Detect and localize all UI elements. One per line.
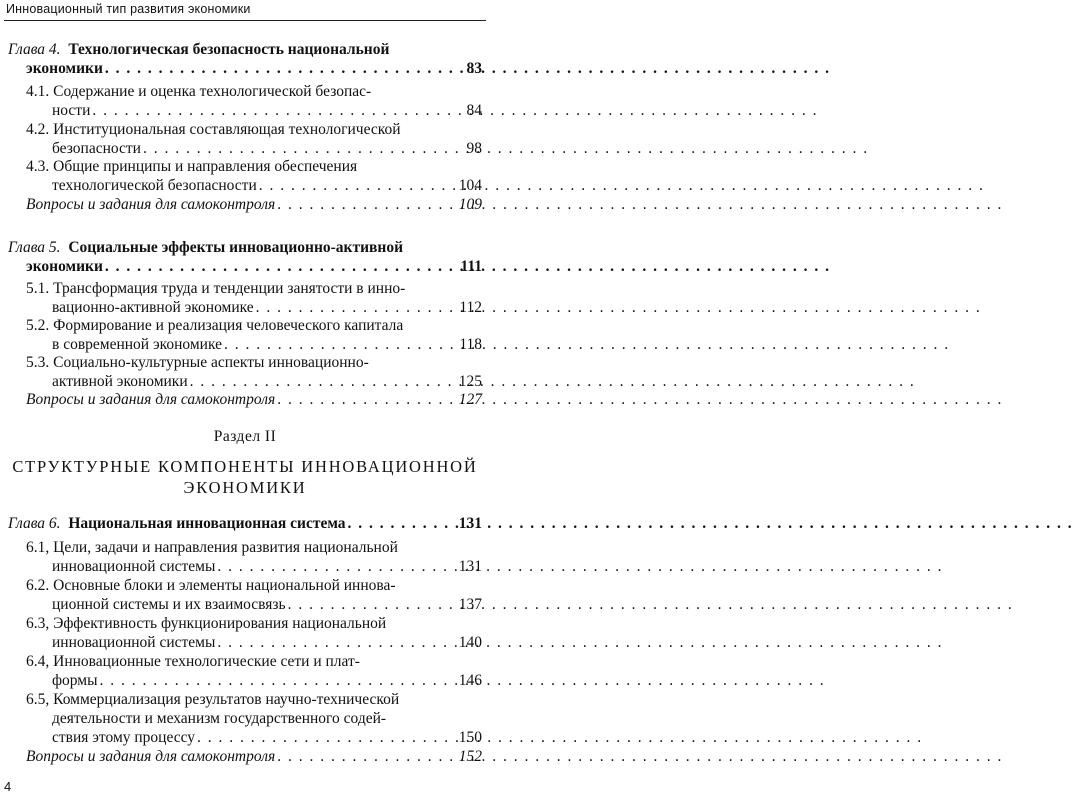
chapter-5-entry[interactable] (26, 257, 482, 277)
review-questions-label: Вопросы и задания для самоконтроля (26, 196, 276, 213)
chapter-5-title-line-1 (8, 238, 403, 258)
section-5-2-line-1: 5.2. Формирование и реализация человеческого капитала (26, 317, 404, 334)
section-4-3-line-1: 4.3. Общие принципы и направления обеспечения (26, 158, 358, 175)
section-6-1-line-2: инновационной системы (52, 558, 216, 575)
chapter-4-title-part-1: Технологическая безопасность национальной (68, 41, 390, 58)
leader-dots (143, 139, 465, 159)
section-4-3-page: 104 (458, 177, 482, 194)
section-5-3-line-2: активной экономики (52, 373, 188, 390)
section-5-2-entry[interactable] (52, 335, 482, 355)
review-questions-page: 152 (458, 748, 482, 765)
section-4-3-line-2: технологической безопасности (52, 177, 257, 194)
section-6-1-entry[interactable] (52, 557, 482, 577)
section-4-1-line-2: ности (52, 102, 91, 119)
chapter-6-review-questions[interactable] (26, 747, 482, 767)
section-4-2-page: 98 (466, 140, 482, 157)
section-6-4-page: 146 (458, 672, 482, 689)
chapter-5-review-questions[interactable] (26, 390, 482, 410)
section-4-3-entry[interactable] (52, 176, 482, 196)
section-6-5-line-2: деятельности и механизм государственного содей- (52, 710, 387, 727)
leader-dots (217, 557, 456, 577)
leader-dots (277, 195, 457, 215)
section-4-1-entry[interactable] (52, 101, 482, 121)
chapter-5-title-part-1: Социальные эффекты инновационно-активной (68, 239, 404, 256)
section-6-5-page: 150 (458, 729, 482, 746)
leader-dots (256, 298, 458, 318)
header-rule (4, 20, 486, 21)
chapter-4-entry[interactable] (26, 59, 482, 79)
chapter-6-title: Национальная инновационная система (68, 515, 346, 532)
leader-dots (100, 671, 457, 691)
chapter-5-label: Глава 5. (8, 239, 61, 256)
section-6-4-entry[interactable] (52, 671, 482, 691)
chapter-5-title-part-2: экономики (26, 258, 103, 275)
section-6-1-line-1: 6.1, Цели, задачи и направления развития национальной (26, 539, 398, 556)
chapter-6-page: 131 (458, 515, 482, 532)
section-6-3-page: 140 (458, 634, 482, 651)
section-6-2-entry[interactable] (52, 595, 482, 615)
leader-dots (190, 372, 457, 392)
leader-dots (259, 176, 457, 196)
leader-dots (224, 335, 457, 355)
section-6-4-line-2: формы (52, 672, 98, 689)
section-6-3-line-1: 6.3, Эффективность функционирования национальной (26, 615, 387, 632)
section-4-1-line-1: 4.1. Содержание и оценка технологической безопас- (26, 83, 372, 100)
section-4-2-line-1: 4.2. Институциональная составляющая технологической (26, 121, 401, 138)
review-questions-page: 127 (458, 391, 482, 408)
section-5-1-entry[interactable] (52, 298, 482, 318)
leader-dots (217, 633, 456, 653)
section-6-3-entry[interactable] (52, 633, 482, 653)
chapter-5-page: 111 (460, 258, 482, 275)
section-6-2-line-1: 6.2. Основные блоки и элементы национальной иннова- (26, 577, 396, 594)
chapter-4-review-questions[interactable] (26, 195, 482, 215)
chapter-4-page: 83 (466, 60, 482, 77)
section-6-5-line-1: 6.5, Коммерциализация результатов научно-технической (26, 691, 400, 708)
review-questions-page: 109 (458, 196, 482, 213)
part-title-line-2: ЭКОНОМИКИ (183, 478, 307, 497)
section-5-1-line-2: вационно-активной экономике (52, 299, 254, 316)
section-6-4-line-1: 6.4, Инновационные технологические сети и плат- (26, 653, 360, 670)
chapter-4-title-part-2: экономики (26, 60, 103, 77)
leader-dots (348, 514, 457, 534)
leader-dots (105, 257, 459, 277)
section-6-5-entry[interactable] (52, 728, 482, 748)
section-5-3-page: 125 (458, 373, 482, 390)
section-4-2-entry[interactable] (52, 139, 482, 159)
chapter-6-entry[interactable] (8, 514, 482, 534)
leader-dots (197, 728, 457, 748)
chapter-6-label: Глава 6. (8, 515, 61, 532)
running-head: Инновационный тип развития экономики (6, 2, 251, 16)
section-6-2-page: 137 (458, 596, 482, 613)
section-5-2-line-2: в современной экономике (52, 336, 222, 353)
leader-dots (277, 390, 457, 410)
section-4-1-page: 84 (466, 102, 482, 119)
leader-dots (92, 101, 464, 121)
chapter-4-label: Глава 4. (8, 41, 61, 58)
section-6-1-page: 131 (458, 558, 482, 575)
section-6-3-line-2: инновационной системы (52, 634, 216, 651)
section-6-2-line-2: ционной системы и их взаимосвязь (52, 596, 286, 613)
part-heading: Раздел II (213, 428, 277, 445)
section-5-1-page: 112 (459, 299, 482, 316)
section-5-3-line-1: 5.3. Социально-культурные аспекты инновационно- (26, 354, 369, 371)
section-5-2-page: 118 (459, 336, 482, 353)
leader-dots (288, 595, 457, 615)
part-title-line-1: СТРУКТУРНЫЕ КОМПОНЕНТЫ ИННОВАЦИОННОЙ (12, 457, 478, 476)
leader-dots (105, 59, 465, 79)
leader-dots (277, 747, 457, 767)
section-4-2-line-2: безопасности (52, 140, 141, 157)
page-number: 4 (4, 779, 12, 794)
review-questions-label: Вопросы и задания для самоконтроля (26, 748, 276, 765)
chapter-4-title-line-1 (8, 40, 389, 60)
section-6-5-line-3: ствия этому процессу (52, 729, 196, 746)
section-5-3-entry[interactable] (52, 372, 482, 392)
section-5-1-line-1: 5.1. Трансформация труда и тенденции занятости в инно- (26, 280, 406, 297)
review-questions-label: Вопросы и задания для самоконтроля (26, 391, 276, 408)
